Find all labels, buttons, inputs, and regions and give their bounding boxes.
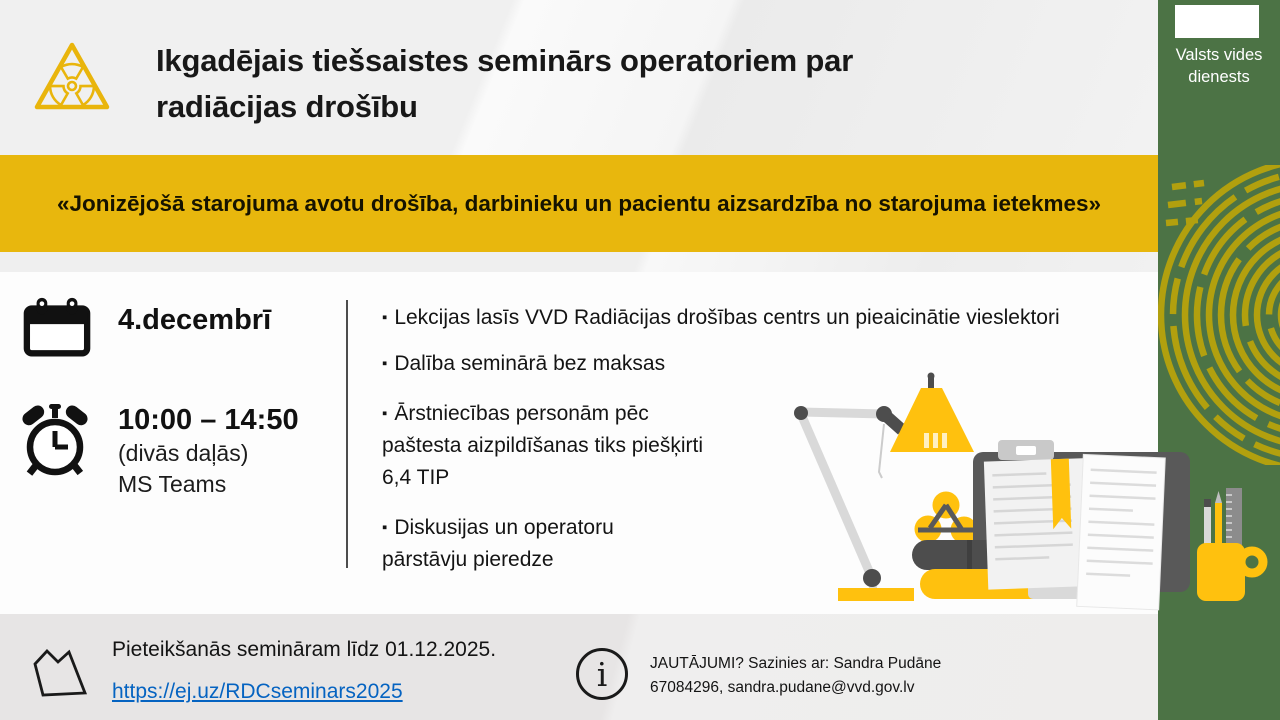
- topic-banner-text: «Jonizējošā starojuma avotu drošība, darbinieku un pacientu aizsardzība no starojuma ietekmes»: [56, 190, 1102, 216]
- bullet-text: Ārstniecības personām pēc paštesta aizpildīšanas tiks piešķirti 6,4 TIP: [382, 402, 703, 489]
- page-title-line1: Ikgadējais tiešsaistes seminārs operatoriem par: [156, 43, 854, 78]
- column-divider: [346, 300, 348, 568]
- contact-block: [650, 652, 941, 700]
- contact-details: 67084296, sandra.pudane@vvd.gov.lv: [650, 679, 915, 696]
- radiation-warning-icon: [32, 38, 112, 120]
- bullet-marker: ▪: [382, 519, 388, 536]
- list-item: [382, 512, 682, 576]
- alarm-clock-icon: [18, 402, 92, 480]
- bullet-marker: ▪: [382, 405, 388, 422]
- bullet-text: Lekcijas lasīs VVD Radiācijas drošības centrs un pieaicinātie vieslektori: [394, 306, 1060, 329]
- org-name-line1: Valsts vides: [1175, 46, 1263, 64]
- bullet-text: Diskusijas un operatoru pārstāvju pieredze: [382, 516, 614, 571]
- bullet-marker: ▪: [382, 309, 388, 326]
- footer-section: [0, 614, 1158, 720]
- banner-bottom-strip: [0, 252, 1158, 272]
- topic-banner: [0, 155, 1158, 252]
- page-title-line2: radiācijas drošību: [156, 89, 418, 124]
- org-name: [1158, 44, 1280, 88]
- calendar-icon: [22, 296, 92, 360]
- time-note: (divās daļās): [118, 440, 249, 466]
- platform-label: MS Teams: [118, 471, 227, 497]
- org-name-line2: dienests: [1188, 68, 1250, 86]
- header-section: [0, 0, 1158, 155]
- registration-deadline: Pieteikšanās semināram līdz 01.12.2025.: [112, 638, 497, 661]
- seminar-time: 10:00 – 14:50: [118, 404, 299, 436]
- page-title: [156, 38, 1076, 130]
- study-desk-illustration: [772, 372, 1272, 614]
- time-block: [118, 402, 299, 500]
- info-glyph: i: [596, 654, 608, 694]
- click-arrow-icon: [30, 642, 96, 704]
- bullet-marker: ▪: [382, 355, 388, 372]
- contact-person: JAUTĀJUMI? Sazinies ar: Sandra Pudāne: [650, 655, 942, 672]
- registration-link[interactable]: https://ej.uz/RDCseminars2025: [112, 680, 403, 703]
- list-item: [382, 302, 1127, 334]
- bullet-text: Dalība seminārā bez maksas: [394, 352, 666, 375]
- seminar-date: 4.decembrī: [118, 304, 272, 336]
- list-item: [382, 398, 704, 494]
- main-content: [0, 272, 1158, 614]
- vvd-logo: [1175, 5, 1259, 38]
- info-icon: [576, 648, 628, 700]
